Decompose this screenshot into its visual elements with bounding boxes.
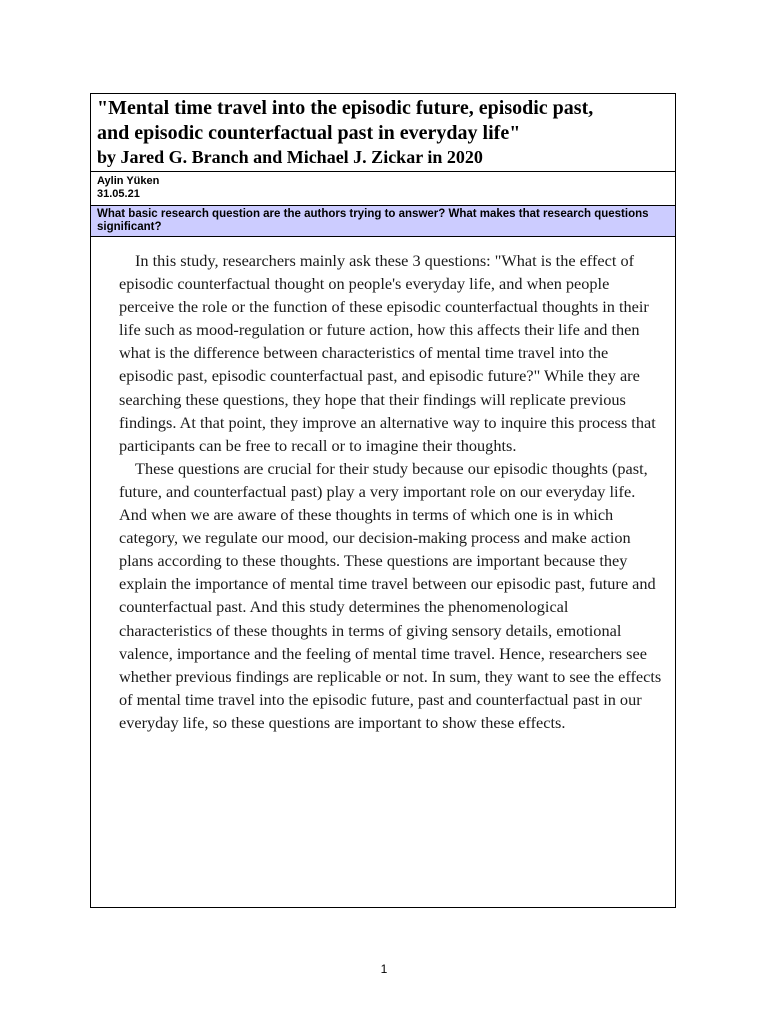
date: 31.05.21 [97, 188, 140, 200]
author-name: Aylin Yüken [97, 175, 160, 187]
assignment-table [90, 93, 676, 908]
answer-cell [91, 237, 675, 734]
title-cell [91, 94, 675, 172]
title-line: "Mental time travel into the episodic future, episodic past, [97, 97, 594, 119]
question-text: What basic research question are the authors trying to answer? What makes that research questions significant? [97, 208, 649, 233]
byline: by Jared G. Branch and Michael J. Zickar in 2020 [97, 147, 483, 167]
page-number: 1 [380, 962, 388, 976]
question-cell [91, 206, 675, 237]
answer-paragraph: In this study, researchers mainly ask these 3 questions: "What is the effect of episodic counterfactual thought on people's everyday life, and when people perceive the role or the function of these episodic counterfactual thoughts in their life such as mood-regulation or future action, how this affects their life and then what is the difference between characteristics of mental time travel into the episodic past, episodic counterfactual past, and episodic future?" While they are searching these questions, they hope that their findings will replicate previous findings. At that point, they improve an alternative way to inquire this process that participants can be free to recall or to imagine their thoughts. [119, 251, 656, 455]
student-info-cell [91, 172, 675, 206]
title-line: and episodic counterfactual past in everyday life" [97, 122, 521, 144]
answer-paragraph: These questions are crucial for their study because our episodic thoughts (past, future, and counterfactual past) play a very important role on our everyday life. And when we are aware of these thoughts in terms of which one is in which category, we regulate our mood, our decision-making process and make action plans according to these thoughts. These questions are important because they explain the importance of mental time travel between our episodic past, future and counterfactual past. And this study determines the phenomenological characteristics of these thoughts in terms of giving sensory details, emotional valence, importance and the feeling of mental time travel. Hence, researchers see whether previous findings are replicable or not. In sum, they want to see the effects of mental time travel into the episodic future, past and counterfactual past in our everyday life, so these questions are important to show these effects. [119, 458, 662, 732]
